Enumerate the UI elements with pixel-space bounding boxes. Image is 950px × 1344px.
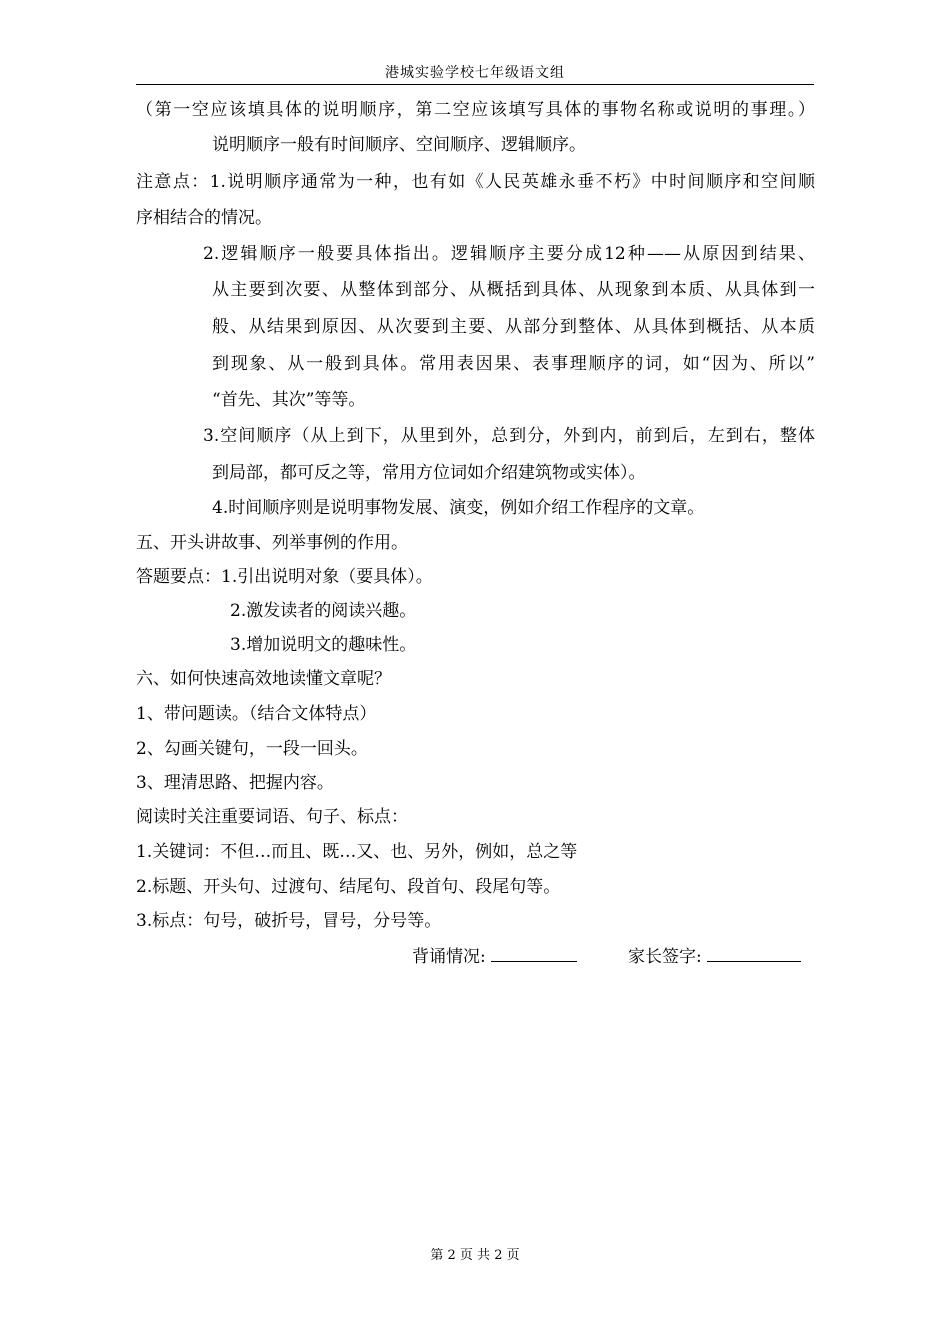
text-line: （第一空应该填具体的说明顺序，第二空应该填写具体的事物名称或说明的事理。） [136, 100, 815, 120]
text-line: 阅读时关注重要词语、句子、标点： [136, 807, 408, 827]
text-line: 3.标点：句号，破折号，冒号，分号等。 [136, 911, 442, 931]
text-line: 3.空间顺序（从上到下，从里到外，总到分，外到内，前到后，左到右，整体 [203, 426, 815, 446]
text-line: 答题要点：1.引出说明对象（要具体）。 [136, 567, 433, 587]
parent-signature-blank[interactable] [707, 943, 801, 962]
text-line: 2.逻辑顺序一般要具体指出。逻辑顺序主要分成12种——从原因到结果、 [203, 244, 815, 264]
page-footer: 第 2 页 共 2 页 [430, 1248, 520, 1263]
section-heading: 五、开头讲故事、列举事例的作用。 [136, 533, 408, 553]
text-line: 般、从结果到原因、从次要到主要、从部分到整体、从具体到概括、从本质 [212, 317, 815, 337]
text-line: 到现象、从一般到具体。常用表因果、表事理顺序的词，如“因为、所以” [212, 354, 815, 374]
text-line: “首先、其次”等等。 [212, 390, 366, 410]
text-line: 从主要到次要、从整体到部分、从概括到具体、从现象到本质、从具体到一 [212, 280, 815, 300]
recite-status-field [412, 943, 577, 967]
text-line: 2.标题、开头句、过渡句、结尾句、段首句、段尾句等。 [136, 877, 561, 897]
text-line: 注意点：1.说明顺序通常为一种，也有如《人民英雄永垂不朽》中时间顺序和空间顺 [136, 172, 815, 192]
text-line: 4.时间顺序则是说明事物发展、演变，例如介绍工作程序的文章。 [212, 498, 705, 518]
text-line: 2、勾画关键句，一段一回头。 [136, 739, 368, 759]
header-title: 港城实验学校七年级语文组 [385, 65, 565, 81]
section-heading: 六、如何快速高效地读懂文章呢？ [136, 669, 391, 689]
text-line: 说明顺序一般有时间顺序、空间顺序、逻辑顺序。 [212, 135, 586, 155]
text-line: 1、带问题读。（结合文体特点） [136, 704, 377, 724]
recite-status-blank[interactable] [491, 943, 577, 962]
text-line: 序相结合的情况。 [136, 208, 272, 228]
text-line: 到局部，都可反之等，常用方位词如介绍建筑物或实体）。 [212, 463, 646, 483]
parent-signature-label: 家长签字: [628, 947, 702, 967]
text-line: 3、理清思路、把握内容。 [136, 773, 334, 793]
text-line: 2.激发读者的阅读兴趣。 [230, 601, 417, 621]
parent-signature-field [628, 943, 801, 967]
text-line: 1.关键词：不但…而且、既…又、也、另外，例如，总之等 [136, 842, 578, 862]
text-line: 3.增加说明文的趣味性。 [230, 635, 417, 655]
recite-status-label: 背诵情况: [412, 947, 486, 967]
header-rule [136, 84, 814, 85]
